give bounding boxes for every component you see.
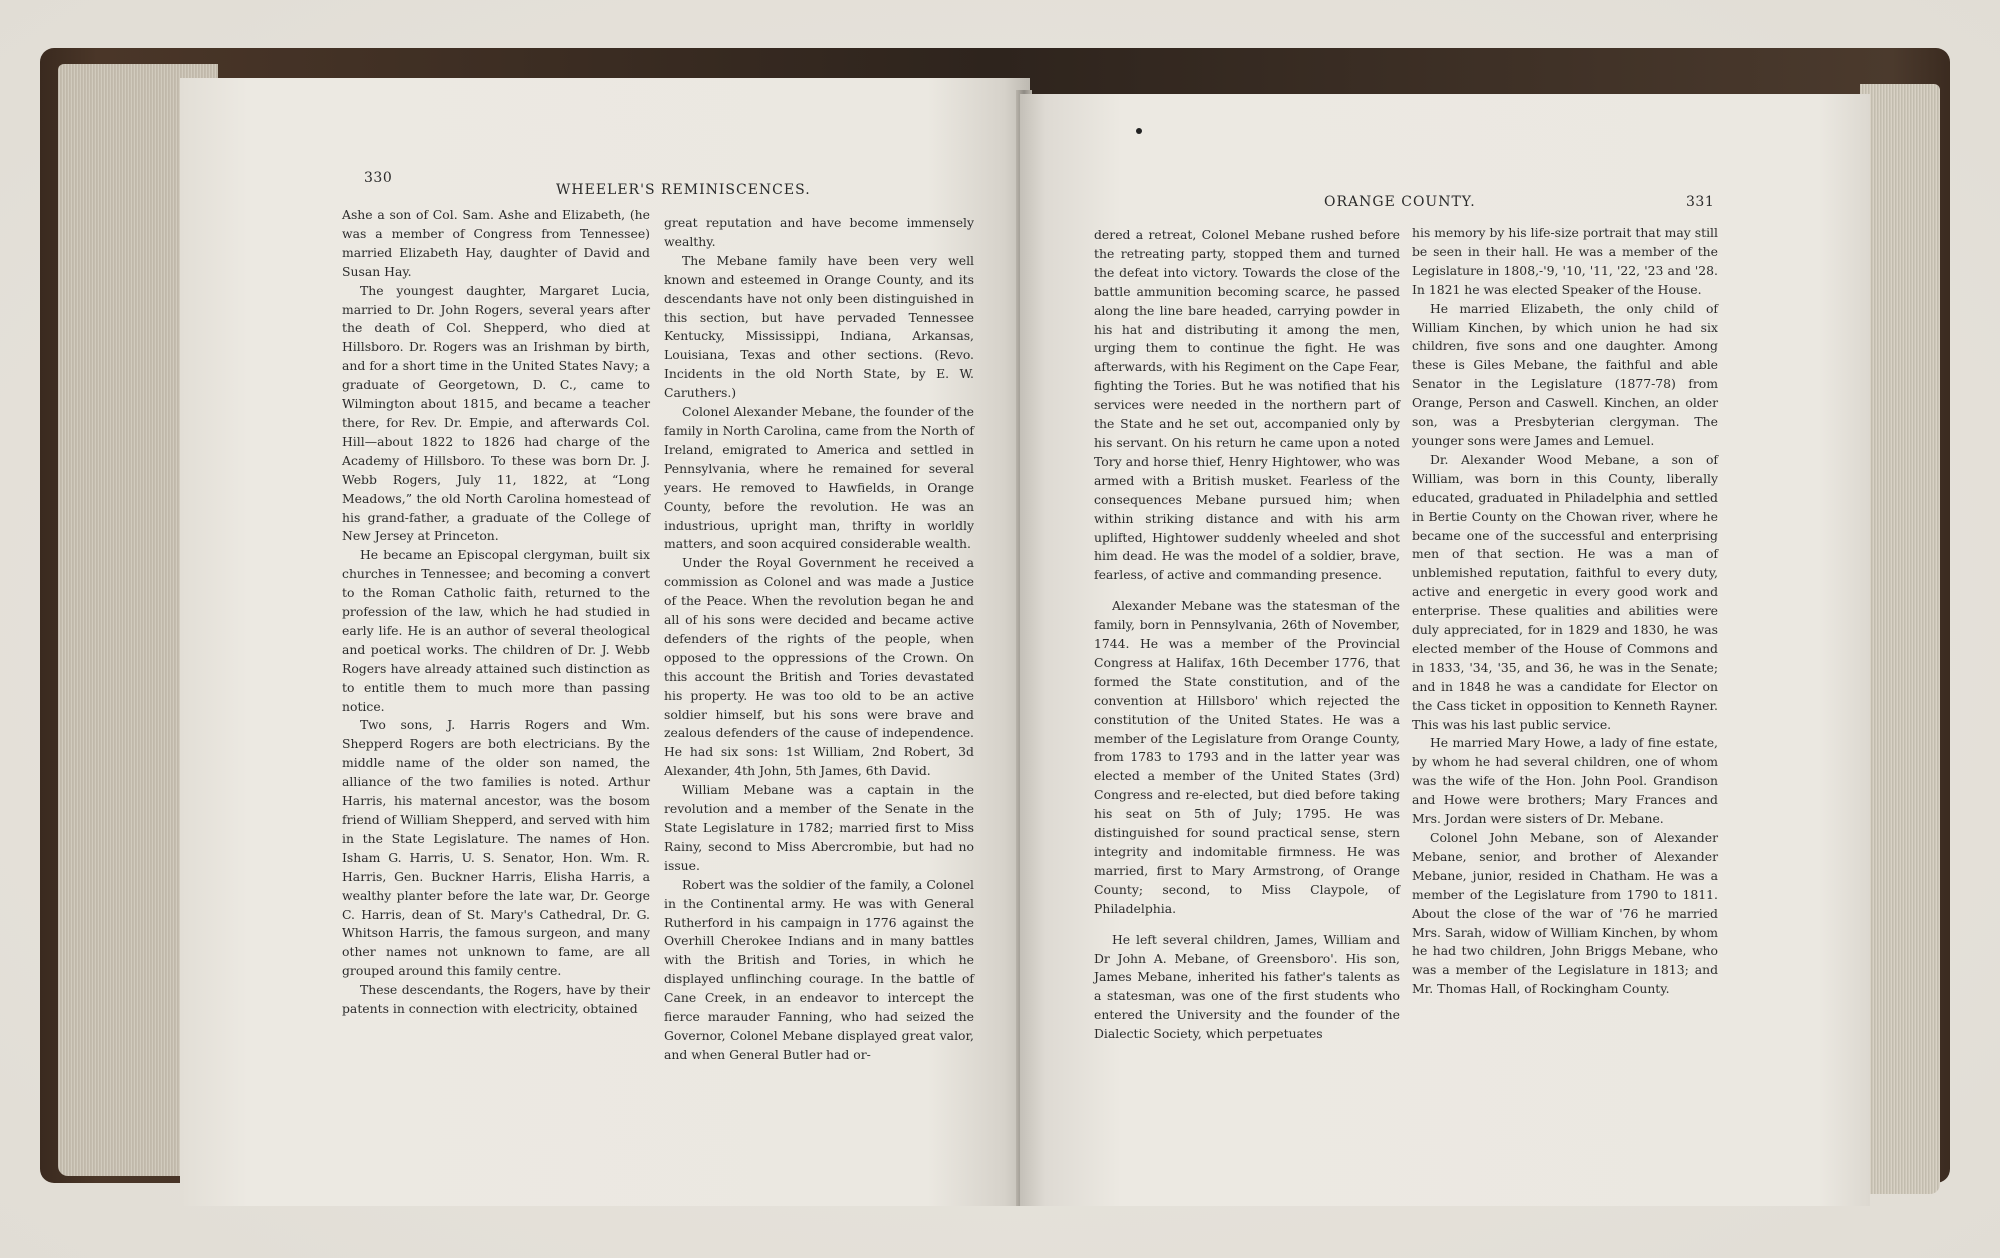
right-page-edges [1860,84,1940,1194]
right-running-head: ORANGE COUNTY. [1324,194,1476,210]
left-page-column-2 [664,214,974,1065]
paragraph: The youngest daughter, Margaret Lucia, married to Dr. John Rogers, several years after the death of Col. Shepperd, who died at Hillsboro. Dr. Rogers was an Irishman by birth, and for a short time in the United States Navy; a graduate of Georgetown, D. C., came to Wilmington about 1815, and became a teacher there, for Rev. Dr. Empie, and afterwards Col. Hill—about 1822 to 1826 had charge of the Academy of Hillsboro. To these was born Dr. J. Webb Rogers, July 11, 1822, at “Long Meadows,” the old North Carolina homestead of his grand-father, a graduate of the College of New Jersey at Princeton. [342,282,650,544]
right-page-number: 331 [1686,194,1715,210]
paragraph: The Mebane family have been very well known and esteemed in Orange County, and its descendants have not only been distinguished in this section, but have pervaded Tennessee Kentucky, Mississippi, Indiana, Arkansas, Louisiana, Texas and other sections. (Revo. Incidents in the old North State, by E. W. Caruthers.) [664,252,974,401]
paragraph: These descendants, the Rogers, have by their patents in connection with electricity, obtained [342,982,650,1017]
paragraph: Dr. Alexander Wood Mebane, a son of William, was born in this County, liberally educated, graduated in Philadelphia and settled in Bertie County on the Chowan river, where he became one of the successful and enterprising men of that section. He was a man of unblemished reputation, faithful to every duty, active and energetic in every good work and enterprise. These qualities and abilities were duly appreciated, for in 1829 and 1830, he was elected member of the House of Commons and in 1833, '34, '35, and 36, he was in the Senate; and in 1848 he was a candidate for Elector on the Cass ticket in opposition to Kenneth Rayner. This was his last public service. [1412,451,1718,732]
paragraph: dered a retreat, Colonel Mebane rushed before the retreating party, stopped them and turned the defeat into victory. Towards the close of the battle ammunition becoming scarce, he passed along the line bare headed, carrying powder in his hat and distributing it among the men, urging them to continue the fight. He was afterwards, with his Regiment on the Cape Fear, fighting the Tories. But he was notified that his services were needed in the northern part of the State and he set out, accompanied only by his servant. On his return he came upon a noted Tory and horse thief, Henry Hightower, who was armed with a British musket. Fearless of the consequences Mebane pursued him; when within striking distance and with his arm uplifted, Hightower suddenly wheeled and shot him dead. He was the model of a soldier, brave, fearless, of active and commanding presence. [1094,227,1400,583]
paragraph: Under the Royal Government he received a commission as Colonel and was made a Justice of the Peace. When the revolution began he and all of his sons were decided and became active defenders of the rights of the people, when opposed to the oppressions of the Crown. On this account the British and Tories devastated his property. He was too old to be an active soldier himself, but his sons were brave and zealous defenders of the cause of independence. He had six sons: 1st William, 2nd Robert, 3d Alexander, 4th John, 5th James, 6th David. [664,555,974,779]
paragraph: He became an Episcopal clergyman, built six churches in Tennessee; and becoming a convert to the Roman Catholic faith, returned to the profession of the law, which he had studied in early life. He is an author of several theological and poetical works. The children of Dr. J. Webb Rogers have already attained such distinction as to entitle them to much more than passing notice. [342,547,650,714]
paragraph: He married Elizabeth, the only child of William Kinchen, by which union he had six children, five sons and one daughter. Among these is Giles Mebane, the faithful and able Senator in the Legislature (1877-78) from Orange, Person and Caswell. Kinchen, an older son, was a Presbyterian clergyman. The younger sons were James and Lemuel. [1412,300,1718,448]
right-page-column-1 [1094,226,1400,1044]
paragraph: Ashe a son of Col. Sam. Ashe and Elizabeth, (he was a member of Congress from Tennessee) married Elizabeth Hay, daughter of David and Susan Hay. [342,207,650,279]
paragraph: great reputation and have become immensely wealthy. [664,215,974,249]
left-page-column-1 [342,206,650,1019]
left-page [180,78,1030,1206]
right-page-column-2 [1412,224,1718,999]
left-page-number: 330 [364,170,393,186]
paragraph: William Mebane was a captain in the revolution and a member of the Senate in the State Legislature in 1782; married first to Miss Rainy, second to Miss Abercrombie, but had no issue. [664,782,974,873]
ink-speck [1136,128,1142,134]
left-running-head: WHEELER'S REMINISCENCES. [556,182,811,198]
paragraph: Colonel John Mebane, son of Alexander Mebane, senior, and brother of Alexander Mebane, junior, resided in Chatham. He was a member of the Legislature from 1790 to 1811. About the close of the war of '76 he married Mrs. Sarah, widow of William Kinchen, by whom he had two children, John Briggs Mebane, who was a member of the Legislature in 1813; and Mr. Thomas Hall, of Rockingham County. [1412,830,1718,997]
paragraph: Two sons, J. Harris Rogers and Wm. Shepperd Rogers are both electricians. By the middle name of the older son named, the alliance of the two families is noted. Arthur Harris, his maternal ancestor, was the bosom friend of William Shepperd, and served with him in the State Legislature. The names of Hon. Isham G. Harris, U. S. Senator, Hon. Wm. R. Harris, Gen. Buckner Harris, Elisha Harris, a wealthy planter before the late war, Dr. George C. Harris, dean of St. Mary's Cathedral, Dr. G. Whitson Harris, the famous surgeon, and many other names not unknown to fame, are all grouped around this family centre. [342,717,650,979]
paragraph: Alexander Mebane was the statesman of the family, born in Pennsylvania, 26th of November, 1744. He was a member of the Provincial Congress at Halifax, 16th December 1776, that formed the State constitution, and of the convention at Hillsboro' which rejected the constitution of the United States. He was a member of the Legislature from Orange County, from 1783 to 1793 and in the latter year was elected a member of the United States (3rd) Congress and re-elected, but died before taking his seat on 5th of July; 1795. He was distinguished for sound practical sense, stern integrity and indomitable firmness. He was married, first to Mary Armstrong, of Orange County; second, to Miss Claypole, of Philadelphia. [1094,598,1400,916]
paragraph: He married Mary Howe, a lady of fine estate, by whom he had several children, one of whom was the wife of the Hon. John Pool. Grandison and Howe were brothers; Mary Frances and Mrs. Jordan were sisters of Dr. Mebane. [1412,735,1718,827]
paragraph: Robert was the soldier of the family, a Colonel in the Continental army. He was with General Rutherford in his campaign in 1776 against the Overhill Cherokee Indians and in many battles with the British and Tories, in which he displayed unflinching courage. In the battle of Cane Creek, in an endeavor to intercept the fierce marauder Fanning, who had seized the Governor, Colonel Mebane displayed great valor, and when General Butler had or- [664,876,974,1062]
right-page [1020,94,1870,1206]
paragraph: his memory by his life-size portrait that may still be seen in their hall. He was a member of the Legislature in 1808,-'9, '10, '11, '22, '23 and '28. In 1821 he was elected Speaker of the House. [1412,225,1718,297]
paragraph: Colonel Alexander Mebane, the founder of the family in North Carolina, came from the North of Ireland, emigrated to America and settled in Pennsylvania, where he remained for several years. He removed to Hawfields, in Orange County, before the revolution. He was an industrious, upright man, thrifty in worldly matters, and soon acquired considerable wealth. [664,404,974,552]
paragraph: He left several children, James, William and Dr John A. Mebane, of Greensboro'. His son, James Mebane, inherited his father's talents as a statesman, was one of the first students who entered the University and the founder of the Dialectic Society, which perpetuates [1094,931,1400,1042]
